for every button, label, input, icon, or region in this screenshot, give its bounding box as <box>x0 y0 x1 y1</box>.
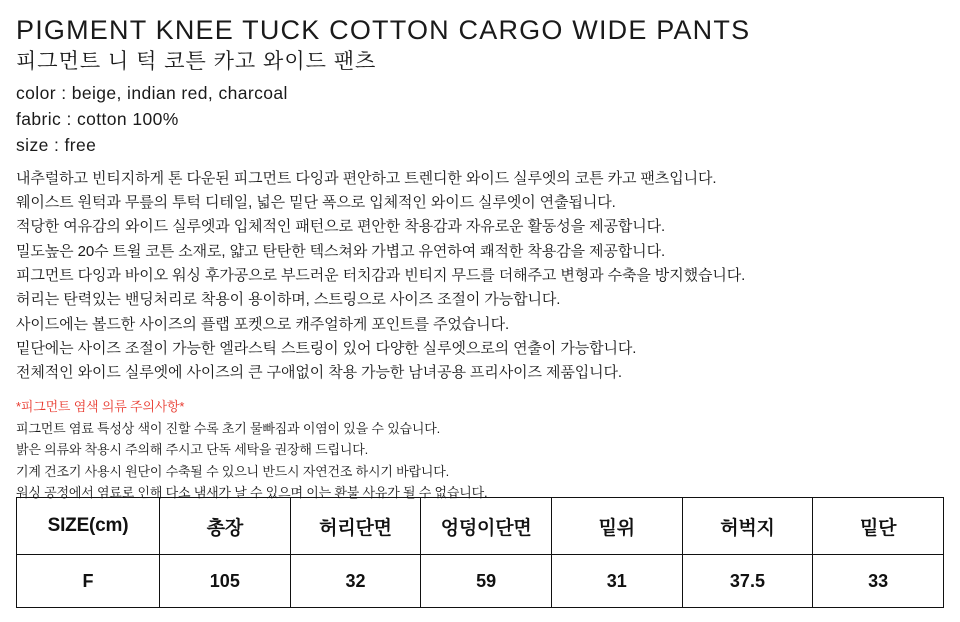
spec-fabric: fabric : cotton 100% <box>16 109 179 130</box>
size-chart <box>16 497 944 608</box>
column-header-total-length: 총장 <box>160 498 291 555</box>
cell-total-length: 105 <box>160 555 291 608</box>
care-notice-line: 밝은 의류와 착용시 주의해 주시고 단독 세탁을 권장해 드립니다. <box>16 442 369 458</box>
spec-size: size : free <box>16 134 97 155</box>
description-line: 밑단에는 사이즈 조절이 가능한 엘라스틱 스트링이 있어 다양한 실루엣으로의 연출이 가능합니다. <box>16 339 637 357</box>
cell-hip: 59 <box>421 555 552 608</box>
product-spec-list <box>16 81 944 159</box>
product-title-korean: 피그먼트 니 턱 코튼 카고 와이드 팬츠 <box>16 49 377 73</box>
column-header-thigh: 허벅지 <box>682 498 813 555</box>
description-line: 사이드에는 볼드한 사이즈의 플랩 포켓으로 캐주얼하게 포인트를 주었습니다. <box>16 315 510 333</box>
product-description <box>16 167 944 386</box>
cell-thigh: 37.5 <box>682 555 813 608</box>
column-header-hip: 엉덩이단면 <box>421 498 552 555</box>
care-notice-title: *피그먼트 염색 의류 주의사항* <box>16 398 185 414</box>
description-line: 적당한 여유감의 와이드 실루엣과 입체적인 패턴으로 편안한 착용감과 자유로운 활동성을 제공합니다. <box>16 218 666 236</box>
table-header-row <box>17 498 944 555</box>
cell-waist: 32 <box>290 555 421 608</box>
cell-rise: 31 <box>551 555 682 608</box>
description-line: 전체적인 와이드 실루엣에 사이즈의 큰 구애없이 착용 가능한 남녀공용 프리사이즈 제품입니다. <box>16 364 622 382</box>
care-notice-line: 피그먼트 염료 특성상 색이 진할 수록 초기 물빠짐과 이염이 있을 수 있습니다. <box>16 420 441 436</box>
description-line: 허리는 탄력있는 밴딩처리로 착용이 용이하며, 스트링으로 사이즈 조절이 가능합니다. <box>16 291 561 309</box>
care-notice-line: 기계 건조기 사용시 원단이 수축될 수 있으니 반드시 자연건조 하시기 바랍니다. <box>16 463 449 479</box>
care-notice-list <box>16 418 944 504</box>
care-notice-line: 워싱 공정에서 염료로 인해 다소 냄새가 날 수 있으며 이는 환불 사유가 될 수 없습니다. <box>16 485 488 501</box>
description-line: 밀도높은 20수 트윌 코튼 소재로, 얇고 탄탄한 텍스쳐와 가볍고 유연하여 쾌적한 착용감을 제공합니다. <box>16 242 666 260</box>
column-header-hem: 밑단 <box>813 498 944 555</box>
description-line: 피그먼트 다잉과 바이오 워싱 후가공으로 부드러운 터치감과 빈티지 무드를 더해주고 변형과 수축을 방지했습니다. <box>16 267 746 285</box>
column-header-waist: 허리단면 <box>290 498 421 555</box>
spec-color: color : beige, indian red, charcoal <box>16 83 288 104</box>
column-header-rise: 밑위 <box>551 498 682 555</box>
cell-size: F <box>17 555 160 608</box>
column-header-size: SIZE(cm) <box>17 498 160 555</box>
size-table <box>16 497 944 608</box>
cell-hem: 33 <box>813 555 944 608</box>
table-row <box>17 555 944 608</box>
description-line: 웨이스트 원턱과 무릎의 투턱 디테일, 넓은 밑단 폭으로 입체적인 와이드 실루엣이 연출됩니다. <box>16 194 616 212</box>
description-line: 내추럴하고 빈티지하게 톤 다운된 피그먼트 다잉과 편안하고 트렌디한 와이드 실루엣의 코튼 카고 팬츠입니다. <box>16 169 717 187</box>
product-title-english: PIGMENT KNEE TUCK COTTON CARGO WIDE PANTS <box>16 15 751 45</box>
